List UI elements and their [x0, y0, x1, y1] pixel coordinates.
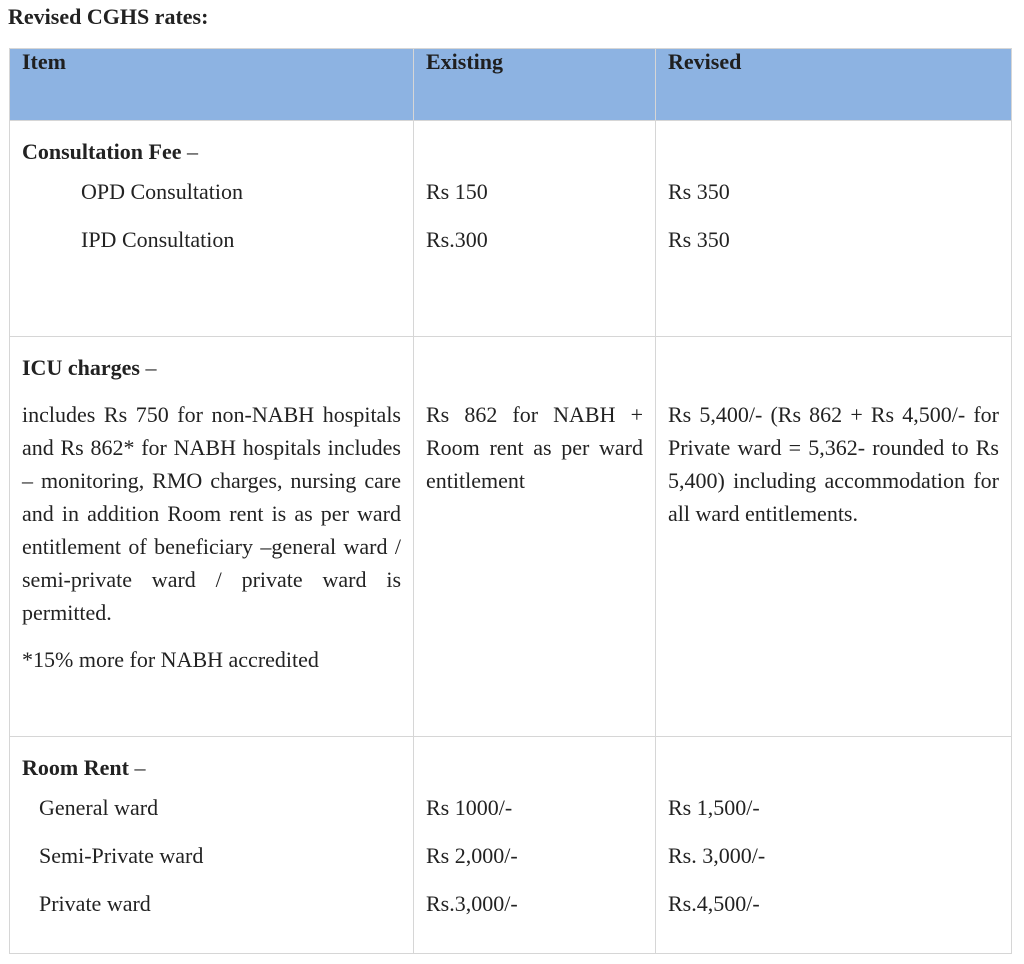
icu-item-cell	[10, 337, 414, 737]
page-title: Revised CGHS rates:	[8, 4, 209, 29]
rates-table	[9, 48, 1012, 954]
semi-private-ward-existing: Rs 2,000/-	[426, 843, 518, 868]
room-rent-heading: Room Rent –	[22, 755, 146, 780]
general-ward-revised: Rs 1,500/-	[668, 795, 760, 820]
icu-description: includes Rs 750 for non-NABH hospitals and Rs 862* for NABH hospitals includes – monitoring, RMO charges, nursing care and in addition Room rent is as per ward entitlement of beneficiary –general ward / semi-private ward / private ward is permitted.	[22, 402, 401, 625]
private-ward-revised: Rs.4,500/-	[668, 891, 760, 916]
room-rent-revised-cell	[656, 737, 1012, 954]
icu-existing-value: Rs 862 for NABH + Room rent as per ward entitlement	[426, 402, 643, 493]
opd-revised-value: Rs 350	[668, 179, 730, 204]
icu-revised-cell	[656, 337, 1012, 737]
opd-existing-value: Rs 150	[426, 179, 488, 204]
ipd-revised-value: Rs 350	[668, 227, 730, 252]
consultation-revised-cell	[656, 121, 1012, 337]
header-existing: Existing	[414, 49, 656, 121]
semi-private-ward-label: Semi-Private ward	[39, 843, 204, 868]
general-ward-label: General ward	[39, 795, 159, 820]
icu-heading: ICU charges –	[22, 355, 157, 380]
table-header-row	[10, 49, 1012, 121]
room-rent-item-cell	[10, 737, 414, 954]
room-rent-existing-cell	[414, 737, 656, 954]
consultation-heading: Consultation Fee –	[22, 139, 198, 164]
table-row-room-rent	[10, 737, 1012, 954]
table-row-icu	[10, 337, 1012, 737]
header-revised: Revised	[656, 49, 1012, 121]
table-row-consultation	[10, 121, 1012, 337]
ipd-consultation-label: IPD Consultation	[81, 227, 235, 252]
opd-consultation-label: OPD Consultation	[81, 179, 243, 204]
semi-private-ward-revised: Rs. 3,000/-	[668, 843, 766, 868]
icu-note: *15% more for NABH accredited	[22, 647, 319, 672]
private-ward-existing: Rs.3,000/-	[426, 891, 518, 916]
private-ward-label: Private ward	[39, 891, 151, 916]
consultation-existing-cell	[414, 121, 656, 337]
header-item: Item	[10, 49, 414, 121]
icu-revised-value: Rs 5,400/- (Rs 862 + Rs 4,500/- for Private ward = 5,362- rounded to Rs 5,400) including accommodation for all ward entitlements.	[668, 402, 999, 526]
consultation-item-cell	[10, 121, 414, 337]
ipd-existing-value: Rs.300	[426, 227, 488, 252]
icu-existing-cell	[414, 337, 656, 737]
general-ward-existing: Rs 1000/-	[426, 795, 513, 820]
